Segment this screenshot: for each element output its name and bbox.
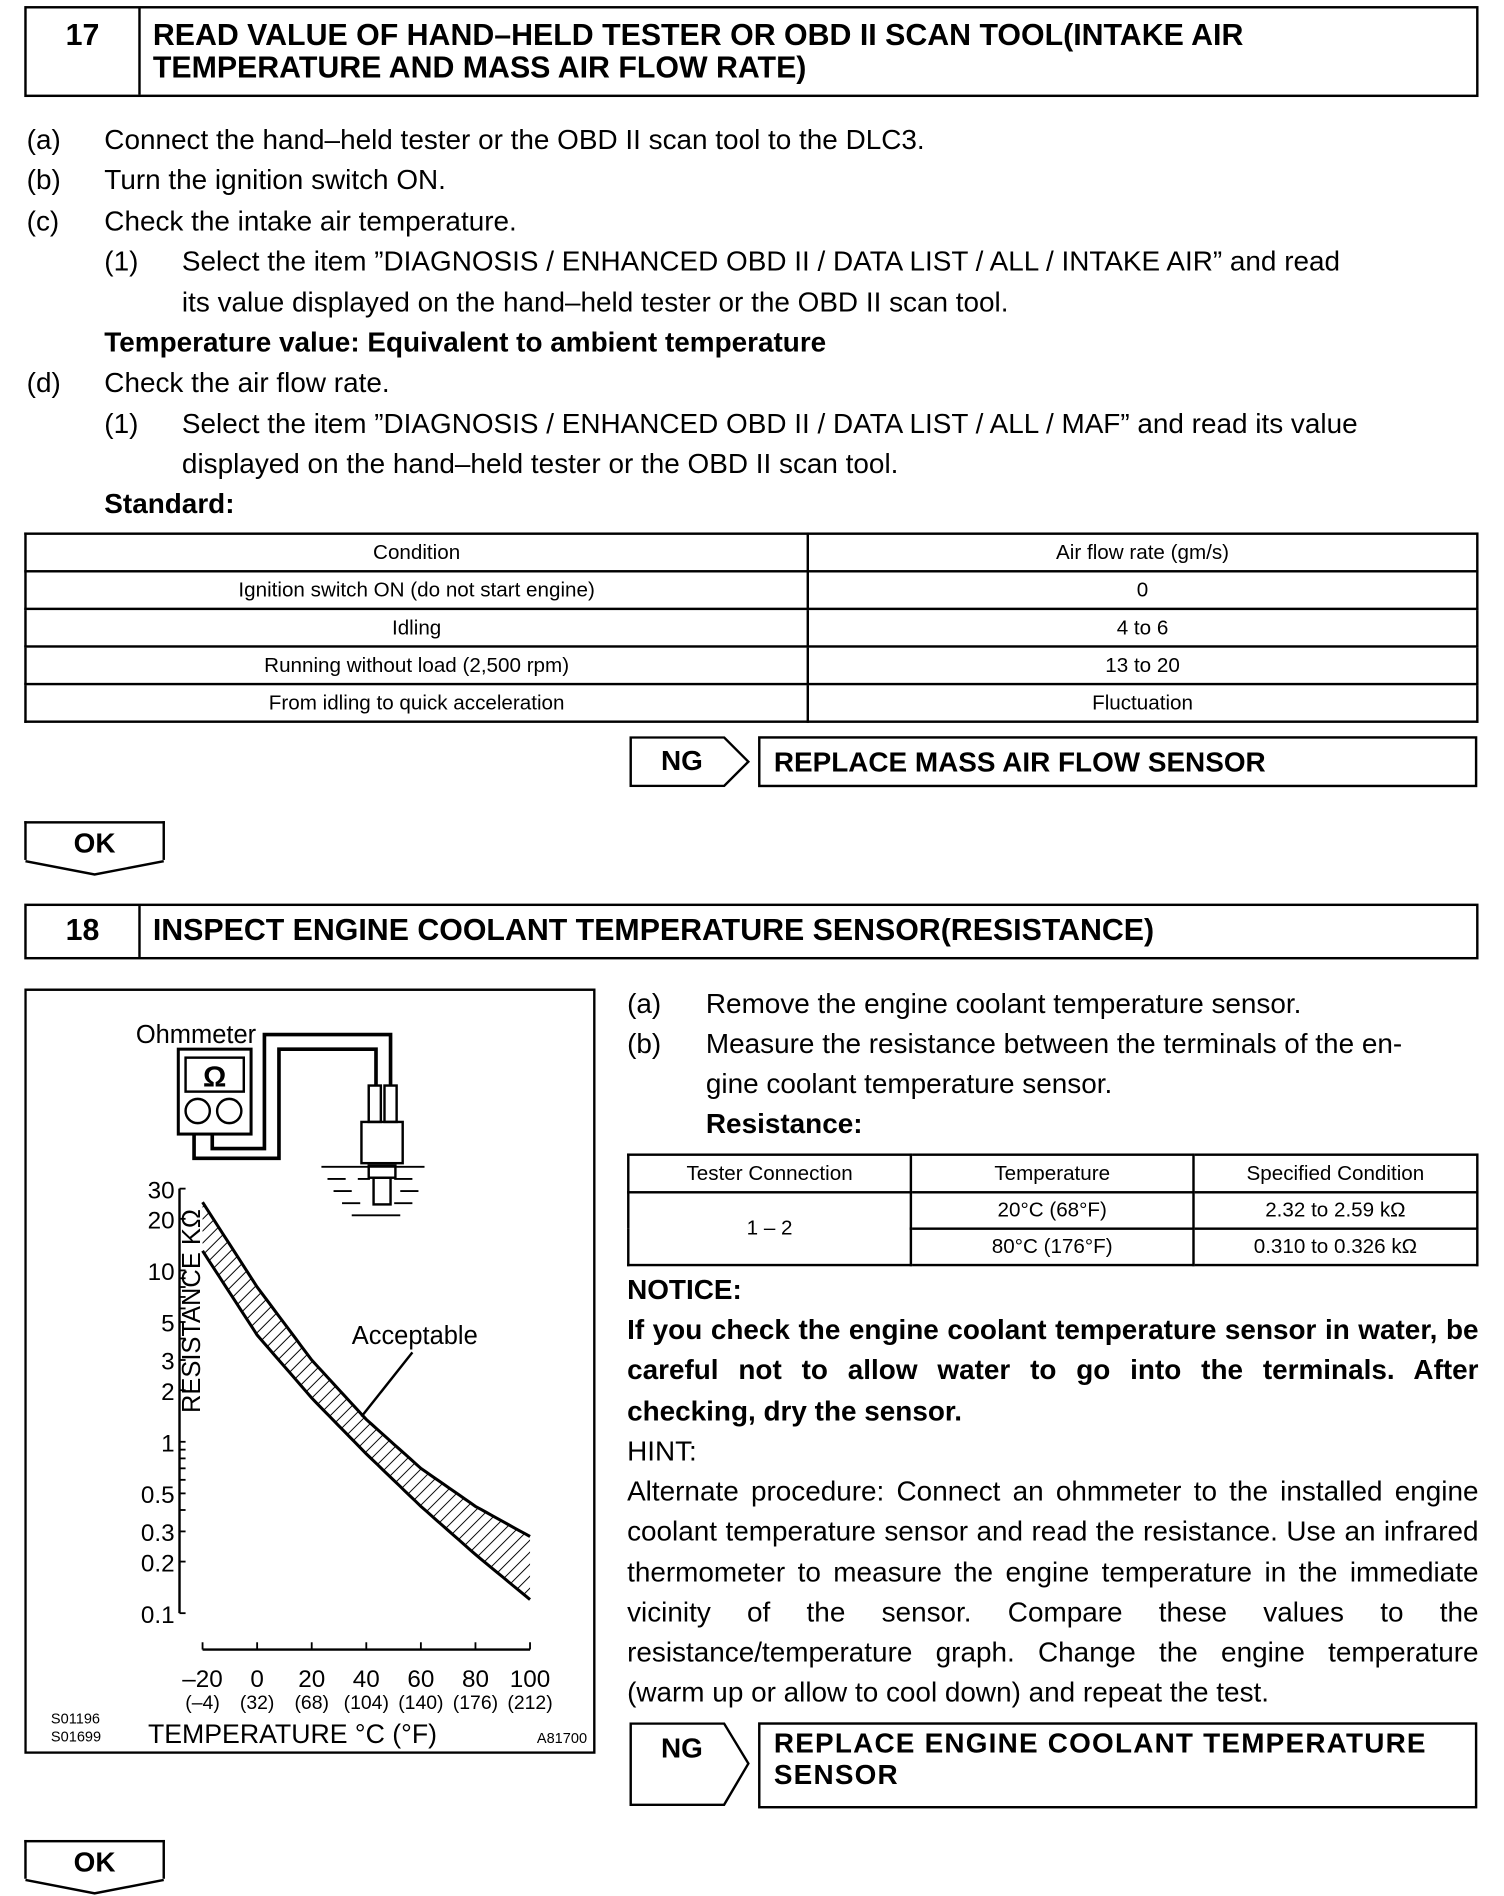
step-text: Remove the engine coolant temperature sensor. [705, 987, 1302, 1019]
table-row [25, 609, 1477, 647]
ok-arrow-icon [24, 1879, 165, 1896]
cell: 13 to 20 [808, 646, 1478, 684]
step-text: Select the item ”DIAGNOSIS / ENHANCED OBD II / DATA LIST / ALL / MAF” and read its value [181, 407, 1358, 440]
ng-label: NG [661, 744, 703, 777]
table-header: Specified Condition [1193, 1155, 1477, 1193]
y-tick-label: 0.5 [140, 1482, 175, 1510]
omega-symbol: Ω [203, 1061, 227, 1094]
step-text: Select the item ”DIAGNOSIS / ENHANCED OBD II / DATA LIST / ALL / INTAKE AIR” and read [181, 245, 1341, 277]
step-text: Temperature value: Equivalent to ambient temperature [104, 326, 827, 358]
x-tick-label: 0 [250, 1666, 264, 1694]
acceptable-band [203, 1202, 530, 1599]
ok-label: OK [73, 827, 116, 859]
step-17-header [24, 6, 1478, 97]
step-label: (a) [627, 987, 662, 1019]
table-row [25, 646, 1477, 684]
ok-arrow-icon [24, 860, 165, 877]
step-label: (1) [104, 407, 139, 440]
x-tick-label-f: (212) [507, 1691, 553, 1714]
y-tick-label: 10 [147, 1259, 175, 1287]
step-title: INSPECT ENGINE COOLANT TEMPERATURE SENSOR(RESISTANCE) [152, 913, 1155, 948]
step-label: (c) [26, 204, 60, 237]
step-label: (a) [26, 123, 61, 156]
cell: 0.310 to 0.326 kΩ [1193, 1229, 1477, 1265]
x-tick-label: 80 [461, 1666, 489, 1694]
step-label: (d) [26, 366, 61, 398]
step-label: (1) [104, 245, 139, 277]
x-tick-label-f: (68) [294, 1691, 329, 1714]
figure-code: S01196 [50, 1711, 101, 1728]
leader-line [361, 1352, 412, 1416]
x-tick-label-f: (32) [239, 1691, 275, 1714]
cell: 4 to 6 [808, 609, 1478, 647]
ng-action-18: REPLACE ENGINE COOLANT TEMPERATURE SENSOR [758, 1722, 1477, 1808]
ok-button-17[interactable] [24, 821, 165, 860]
y-tick-label: 5 [161, 1310, 175, 1338]
step-number: 17 [27, 8, 141, 94]
table-header: Tester Connection [628, 1155, 911, 1193]
ng-label: NG [661, 1732, 703, 1764]
step-label: (b) [26, 163, 61, 196]
x-tick-label-f: (176) [452, 1691, 499, 1714]
y-axis-label: RESISTANCE KΩ [178, 1209, 207, 1414]
notice-text: If you check the engine coolant temperature sensor in water, be careful not to allow water to go into the terminals. After checking, dry the sensor. [627, 1313, 1479, 1426]
resistance-temperature-figure [24, 989, 595, 1754]
ohmmeter-icon [178, 1035, 424, 1216]
step-number: 18 [27, 906, 141, 957]
step-text: Resistance: [705, 1107, 863, 1139]
step-text: gine coolant temperature sensor. [705, 1067, 1113, 1099]
cell: 80°C (176°F) [911, 1229, 1194, 1265]
cell: 0 [808, 571, 1478, 609]
cell: 2.32 to 2.59 kΩ [1193, 1192, 1477, 1228]
step-text: Turn the ignition switch ON. [104, 163, 446, 196]
x-tick-label: 60 [407, 1666, 435, 1694]
cell: 20°C (68°F) [911, 1192, 1194, 1228]
y-tick-label: 2 [161, 1378, 175, 1406]
resistance-table [627, 1153, 1478, 1266]
x-tick-label: –20 [182, 1666, 223, 1694]
ng-action-17: REPLACE MASS AIR FLOW SENSOR [758, 736, 1477, 787]
y-tick-label: 0.1 [140, 1601, 175, 1629]
hint-text: Alternate procedure: Connect an ohmmeter to the installed engine coolant temperature sensor and read the resistance. Use an infrared thermometer to measure the engine temperature in the immediate vicinity of the sensor. Compare these values to the resistance/temperature graph. Change the engine temperature (warm up or allow to cool down) and repeat the test. [627, 1474, 1479, 1709]
cell: Ignition switch ON (do not start engine) [25, 571, 807, 609]
cell: Fluctuation [808, 684, 1478, 722]
ohmmeter-label: Ohmmeter [135, 1021, 257, 1050]
cell: Running without load (2,500 rpm) [25, 646, 807, 684]
step-text: Check the intake air temperature. [104, 204, 517, 237]
table-header: Temperature [911, 1155, 1194, 1193]
y-tick-label: 3 [161, 1348, 175, 1376]
cell: Idling [25, 609, 807, 647]
figure-id: A81700 [536, 1730, 588, 1747]
y-tick-label: 0.2 [140, 1550, 175, 1578]
x-axis-label: TEMPERATURE °C (°F) [147, 1718, 438, 1749]
x-tick-label: 100 [509, 1666, 551, 1694]
hint-title: HINT: [627, 1434, 697, 1467]
y-tick-label: 20 [147, 1207, 175, 1235]
cell: 1 – 2 [628, 1192, 911, 1265]
x-tick-label: 20 [298, 1666, 326, 1694]
cell: From idling to quick acceleration [25, 684, 807, 722]
x-tick-label-f: (104) [343, 1691, 389, 1714]
y-tick-label: 30 [147, 1177, 175, 1205]
step-text: Connect the hand–held tester or the OBD II scan tool to the DLC3. [104, 123, 925, 156]
ok-button-18[interactable] [24, 1840, 165, 1879]
band-upper-line [203, 1202, 530, 1536]
x-tick-label-f: (–4) [185, 1691, 220, 1714]
table-header: Condition [25, 534, 807, 572]
step-text: displayed on the hand–held tester or the OBD II scan tool. [181, 447, 899, 480]
table-row [25, 571, 1477, 609]
y-tick-label: 1 [161, 1430, 175, 1458]
table-row [628, 1192, 1477, 1228]
step-text: Check the air flow rate. [104, 366, 390, 398]
table-header: Air flow rate (gm/s) [808, 534, 1478, 572]
step-text: Measure the resistance between the terminals of the en- [705, 1027, 1403, 1059]
step-text: Standard: [104, 487, 235, 520]
ng-button-18[interactable] [629, 1722, 750, 1806]
step-18-header [24, 904, 1478, 960]
step-text: its value displayed on the hand–held tester or the OBD II scan tool. [181, 286, 1009, 318]
y-tick-label: 0.3 [140, 1520, 175, 1548]
acceptable-label: Acceptable [351, 1321, 478, 1350]
x-tick-label: 40 [352, 1666, 380, 1694]
step-label: (b) [627, 1027, 662, 1059]
step-title: READ VALUE OF HAND–HELD TESTER OR OBD II SCAN TOOL(INTAKE AIR TEMPERATURE AND MASS AIR FLOW RATE) [152, 18, 1244, 85]
table-row [25, 684, 1477, 722]
ok-label: OK [73, 1846, 116, 1878]
figure-code: S01699 [50, 1729, 102, 1746]
air-flow-table [24, 532, 1478, 722]
x-tick-label-f: (140) [398, 1691, 444, 1714]
ng-button-17[interactable] [629, 736, 750, 787]
notice-title: NOTICE: [627, 1273, 742, 1306]
